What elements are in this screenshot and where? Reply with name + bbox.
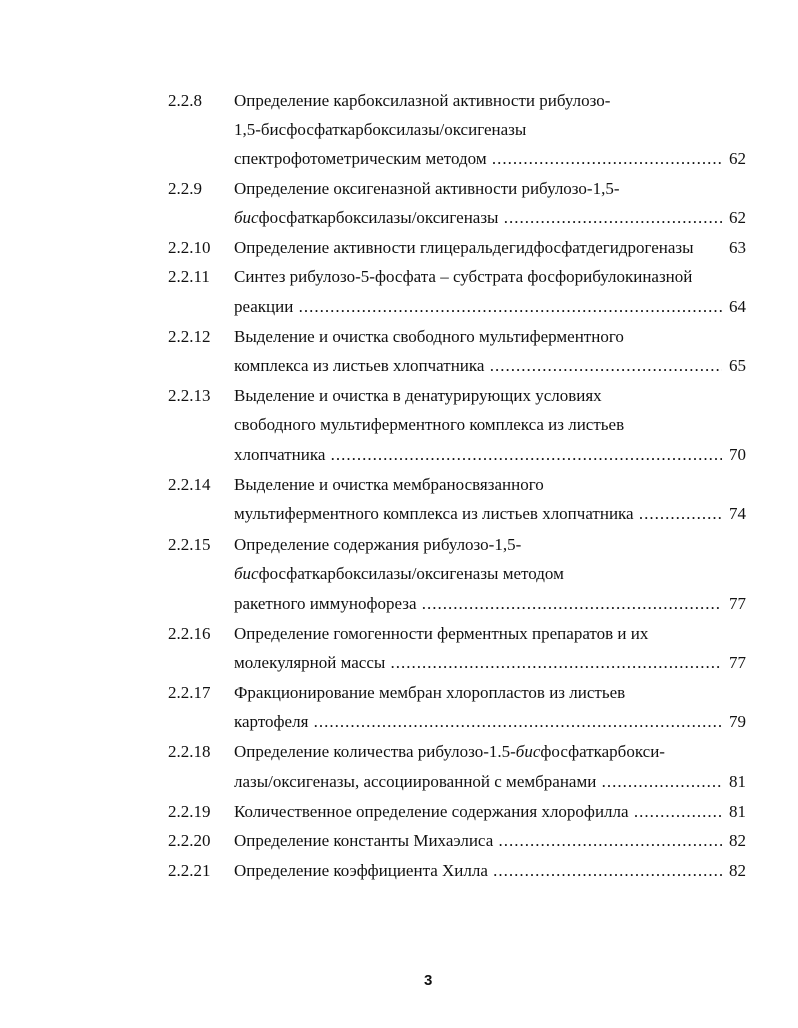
toc-number: 2.2.18 (168, 742, 211, 761)
toc-title-line: Количественное определение содержания хлорофилла ..... (234, 797, 722, 826)
toc-title-line: Выделение и очистка мембраносвязанного (234, 475, 544, 494)
toc-title-line: Определение содержания рибулозо-1,5- (234, 535, 522, 554)
toc-number: 2.2.15 (168, 535, 211, 554)
toc-title-line: Синтез рибулозо-5-фосфата – субстрата фосфорибулокиназной (234, 267, 693, 286)
toc-page: 74 (729, 504, 746, 523)
toc-title-line: Определение активности глицеральдегидфосфатдегидрогеназы (234, 238, 694, 257)
toc-page: 64 (729, 297, 746, 316)
toc-page: 81 (729, 772, 746, 791)
toc-entry-2-2-15-cont (0, 589, 798, 618)
toc-number: 2.2.16 (168, 624, 211, 643)
toc-page: 77 (729, 594, 746, 613)
toc-number: 2.2.19 (168, 802, 211, 821)
toc-title-line: ракетного иммунофореза ..... (234, 589, 722, 618)
toc-entry-2-2-10 (0, 233, 798, 262)
toc-entry-2-2-12 (0, 322, 798, 351)
toc-title-line: Выделение и очистка в денатурирующих условиях (234, 386, 602, 405)
toc-entry-2-2-8-cont (0, 115, 798, 144)
toc-page: 81 (729, 802, 746, 821)
toc-title-line: Определение константы Михаэлиса ..... (234, 826, 722, 855)
toc-entry-2-2-20 (0, 826, 798, 855)
toc-page: 70 (729, 445, 746, 464)
toc-entry-2-2-9 (0, 174, 798, 203)
toc-title-line: молекулярной массы ..... (234, 648, 722, 677)
toc-entry-2-2-13-cont (0, 410, 798, 439)
toc-title-line: Определение количества рибулозо-1.5-бисфосфаткарбокси- (234, 742, 665, 761)
toc-title-line: хлопчатника ..... (234, 440, 722, 469)
toc-number: 2.2.14 (168, 475, 211, 494)
toc-entry-2-2-9-cont (0, 203, 798, 232)
toc-page: 82 (729, 861, 746, 880)
toc-number: 2.2.20 (168, 831, 211, 850)
toc-entry-2-2-14 (0, 470, 798, 499)
toc-number: 2.2.21 (168, 861, 211, 880)
toc-entry-2-2-11-cont (0, 292, 798, 321)
toc-number: 2.2.11 (168, 267, 210, 286)
toc-entry-2-2-18-cont (0, 767, 798, 796)
toc-title-line: спектрофотометрическим методом ..... (234, 144, 722, 173)
toc-entry-2-2-13 (0, 381, 798, 410)
toc-title-line: Определение оксигеназной активности рибулозо-1,5- (234, 179, 620, 198)
toc-page: 63 (729, 238, 746, 257)
toc-entry-2-2-13-cont (0, 440, 798, 469)
toc-page: 82 (729, 831, 746, 850)
toc-entry-2-2-17 (0, 678, 798, 707)
toc-title-line: Фракционирование мембран хлоропластов из листьев (234, 683, 626, 702)
toc-title-line: бисфосфаткарбоксилазы/оксигеназы ..... (234, 203, 722, 232)
toc-title-line: комплекса из листьев хлопчатника ..... (234, 351, 722, 380)
toc-page: 65 (729, 356, 746, 375)
toc-title-line: лазы/оксигеназы, ассоциированной с мембранами ..... (234, 767, 722, 796)
toc-entry-2-2-8 (0, 86, 798, 115)
toc-page: 62 (729, 149, 746, 168)
toc-title-line: картофеля ..... (234, 707, 722, 736)
toc-title-line: Выделение и очистка свободного мультиферментного (234, 327, 624, 346)
toc-number: 2.2.13 (168, 386, 211, 405)
toc-entry-2-2-8-cont (0, 144, 798, 173)
toc-number: 2.2.8 (168, 91, 202, 110)
toc-entry-2-2-11 (0, 262, 798, 291)
toc-title-line: мультиферментного комплекса из листьев хлопчатника ..... (234, 499, 722, 528)
toc-number: 2.2.9 (168, 179, 202, 198)
toc-entry-2-2-18 (0, 737, 798, 766)
toc-number: 2.2.10 (168, 238, 211, 257)
toc-title-line: бисфосфаткарбоксилазы/оксигеназы методом (234, 564, 564, 583)
toc-title-line: Определение коэффициента Хилла ..... (234, 856, 722, 885)
toc-title-line: Определение гомогенности ферментных препаратов и их (234, 624, 649, 643)
toc-entry-2-2-16 (0, 619, 798, 648)
toc-entry-2-2-17-cont (0, 707, 798, 736)
toc-number: 2.2.12 (168, 327, 211, 346)
toc-entry-2-2-15-cont (0, 559, 798, 588)
toc-page: 79 (729, 712, 746, 731)
toc-entry-2-2-14-cont (0, 499, 798, 528)
toc-title-line: свободного мультиферментного комплекса из листьев (234, 415, 625, 434)
toc-number: 2.2.17 (168, 683, 211, 702)
toc-title-line: реакции ..... (234, 292, 722, 321)
toc-entry-2-2-21 (0, 856, 798, 885)
toc-entry-2-2-16-cont (0, 648, 798, 677)
toc-entry-2-2-19 (0, 797, 798, 826)
toc-entry-2-2-12-cont (0, 351, 798, 380)
toc-page: 62 (729, 208, 746, 227)
toc-page: 77 (729, 653, 746, 672)
toc-entry-2-2-15 (0, 530, 798, 559)
toc-title-line: 1,5-бисфосфаткарбоксилазы/оксигеназы (234, 120, 527, 139)
toc-title-line: Определение карбоксилазной активности рибулозо- (234, 91, 611, 110)
page-number: 3 (424, 972, 433, 989)
